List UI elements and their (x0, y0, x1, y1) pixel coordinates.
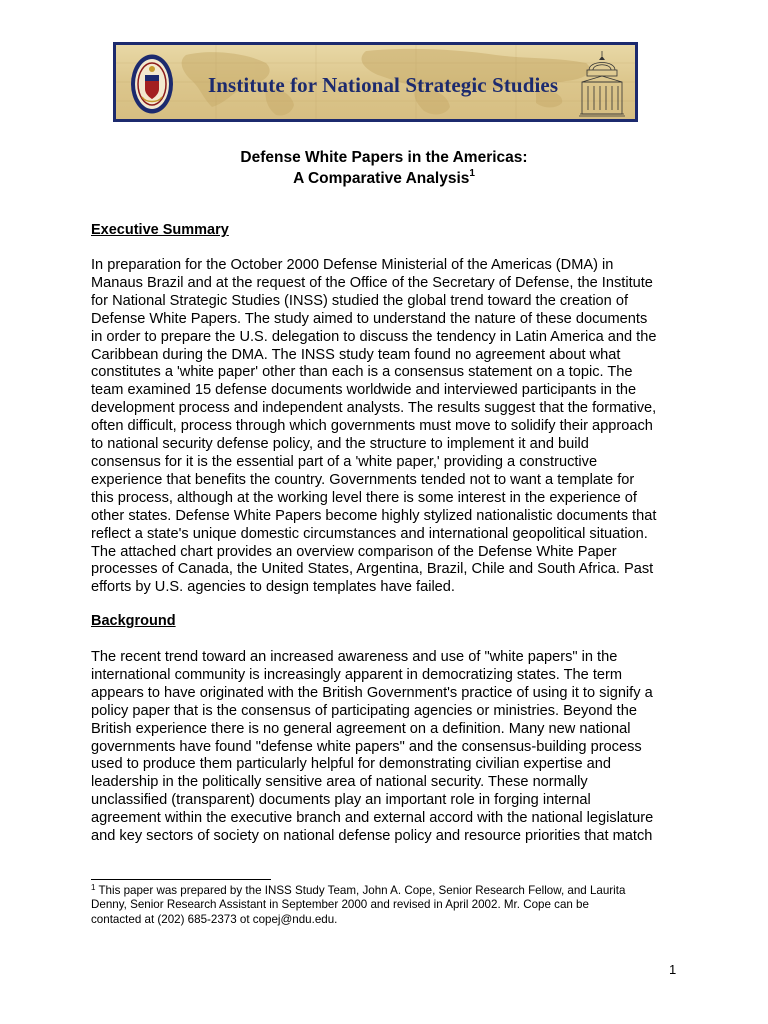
paragraph-line: British experience there is no general agreement on a definition. Many new national (91, 720, 631, 737)
header-banner (113, 42, 638, 122)
paragraph-line: this process, although at the working level there is some interest in the experience of (91, 489, 637, 506)
paragraph-line: agreement within the executive branch and external accord with the national legislature (91, 810, 654, 827)
page-number: 1 (669, 962, 677, 977)
paragraph-line: The recent trend toward an increased awareness and use of "white papers" in the (91, 649, 618, 665)
paragraph-line: for National Strategic Studies (INSS) studied the global trend toward the creation of (91, 292, 629, 309)
paragraph-line: The attached chart provides an overview comparison of the Defense White Paper (91, 543, 617, 560)
document-title-text: A Comparative Analysis (293, 170, 470, 187)
paragraph-line: efforts by U.S. agencies to design templates have failed. (91, 579, 455, 596)
executive-summary-heading: Executive Summary (91, 222, 229, 238)
banner-title: Institute for National Strategic Studies (208, 73, 559, 97)
footnote-mark: 1 (91, 883, 96, 892)
background-paragraph (91, 649, 691, 846)
footnote-line (91, 884, 691, 898)
paragraph-line: Manaus Brazil and at the request of the Office of the Secretary of Defense, the Institute (91, 274, 653, 291)
paragraph-line: experience that benefits the country. Governments tended not to want a template for (91, 471, 635, 488)
paragraph-line: governments have found "defense white papers" and the consensus-building process (91, 738, 642, 755)
paragraph-line: consensus for it is the essential part of a 'white paper,' providing a constructive (91, 453, 598, 470)
executive-summary-paragraph (91, 257, 691, 597)
paragraph-line: policy paper that is the consensus of participating agencies or ministries. Beyond the (91, 702, 637, 719)
document-title-line2 (0, 169, 768, 189)
paragraph-line: processes of Canada, the United States, Argentina, Brazil, Chile and South Africa. Past (91, 561, 654, 578)
paragraph-line: In preparation for the October 2000 Defense Ministerial of the Americas (DMA) in (91, 257, 614, 273)
footnote-reference: 1 (469, 168, 475, 179)
paragraph-line: international community is increasingly apparent in democratizing states. The term (91, 666, 623, 683)
background-heading: Background (91, 613, 176, 629)
paragraph-line: in order to prepare the U.S. delegation to discuss the tendency in Latin America and the (91, 328, 657, 345)
footnote (91, 884, 691, 927)
footnote-line: Denny, Senior Research Assistant in September 2000 and revised in April 2002. Mr. Cope can be (91, 898, 589, 912)
paragraph-line: Defense White Papers. The study aimed to understand the nature of these documents (91, 310, 648, 327)
paragraph-line: constitutes a 'white paper' other than each is a consensus statement on a topic. The (91, 364, 633, 381)
paragraph-line: often difficult, process through which governments must move to solidify their approach (91, 418, 653, 435)
roosevelt-hall-icon (577, 48, 627, 118)
paragraph-line: development process and independent analysts. The results suggest that the formative, (91, 400, 657, 417)
paragraph-line: team examined 15 defense documents worldwide and interviewed participants in the (91, 382, 637, 399)
document-title-line1: Defense White Papers in the Americas: (240, 149, 528, 166)
paragraph-line: unclassified (transparent) documents play an important role in forging internal (91, 792, 591, 809)
paragraph-line: to national security defense policy, and the structure to implement it and build (91, 436, 589, 453)
paragraph-line: appears to have originated with the British Government's practice of using it to signify a (91, 684, 653, 701)
footnote-line: contacted at (202) 685-2373 ot copej@ndu.edu. (91, 912, 338, 926)
ndu-seal-icon (130, 53, 174, 115)
paragraph-line: other states. Defense White Papers become highly stylized nationalistic documents that (91, 507, 657, 524)
paragraph-line: reflect a state's unique domestic circumstances and international geopolitical situation. (91, 525, 648, 542)
paragraph-line: used to produce them particularly helpful for demonstrating civilian expertise and (91, 756, 611, 773)
paragraph-line: and key sectors of society on national defense policy and resource priorities that match (91, 828, 653, 845)
paragraph-line: Caribbean during the DMA. The INSS study team found no agreement about what (91, 346, 621, 363)
footnote-text: This paper was prepared by the INSS Study Team, John A. Cope, Senior Research Fellow, and Laurita (95, 884, 626, 897)
paragraph-line: leadership in the politically sensitive area of national security. These normally (91, 774, 588, 791)
footnote-divider (91, 879, 271, 880)
